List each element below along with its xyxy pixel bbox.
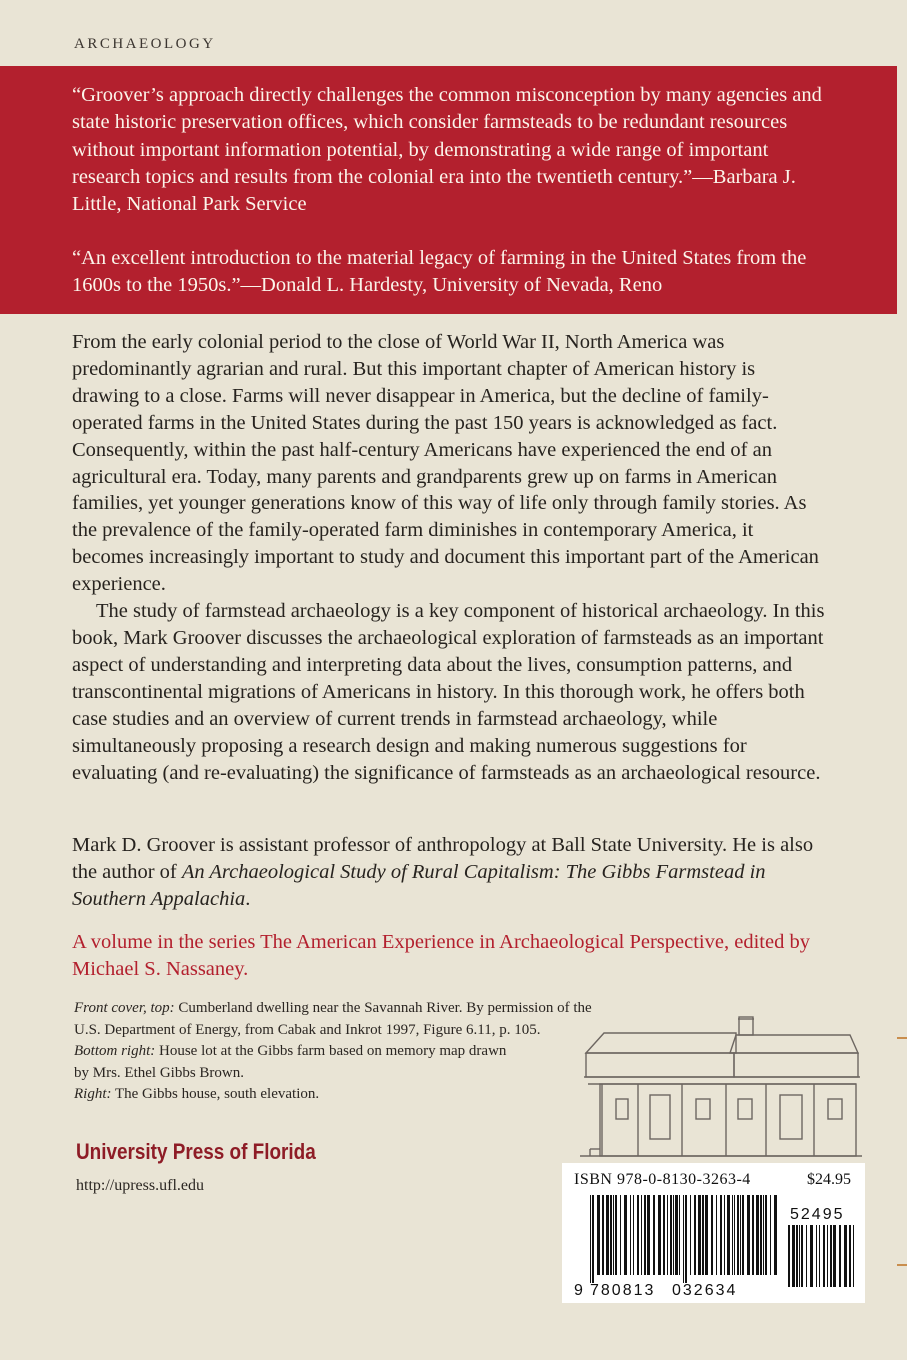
barcode-bar [705, 1195, 708, 1275]
barcode-bar [799, 1225, 800, 1287]
barcode-bar [702, 1195, 704, 1275]
price: $24.95 [807, 1171, 851, 1188]
barcode-bar [698, 1195, 701, 1275]
barcode-bar [853, 1225, 854, 1287]
barcode-bar [788, 1225, 790, 1287]
barcode-bar [727, 1195, 730, 1275]
barcode-bar [796, 1225, 798, 1287]
barcode-bar [765, 1195, 767, 1275]
book-description [72, 329, 827, 786]
credit-line: U.S. Department of Energy, from Cabak and Inkrot 1997, Figure 6.11, p. 105. [74, 1021, 541, 1038]
barcode-bar [756, 1195, 759, 1275]
barcode-bar [763, 1195, 764, 1275]
barcode-bar [644, 1195, 646, 1275]
barcode-bar [770, 1195, 771, 1275]
barcode-bar [819, 1225, 820, 1287]
barcode-bar [792, 1225, 795, 1287]
barcode-bar [613, 1195, 614, 1275]
credit-text: The Gibbs house, south elevation. [111, 1086, 320, 1102]
barcode-bar [675, 1195, 678, 1275]
category-label: ARCHAEOLOGY [74, 36, 216, 52]
endorsement-quote-little: “Groover’s approach directly challenges the common misconception by many agencies and state historic preservation offices, which consider farmsteads to be redundant resources without important information potential, by demonstrating a wide range of important research topics and results from the colonial era into the twentieth century.”—Barbara J. Little, National Park Service [72, 84, 822, 216]
barcode-bar [620, 1195, 621, 1275]
trim-mark [897, 1264, 907, 1266]
barcode-bar [637, 1195, 639, 1275]
barcode-bar [647, 1195, 650, 1275]
barcode-bar [833, 1225, 836, 1287]
price-code-digits: 52495 [790, 1206, 845, 1223]
barcode-bar [816, 1225, 817, 1287]
barcode-bar [810, 1225, 813, 1287]
barcode-bar [844, 1225, 847, 1287]
barcode-bar [694, 1195, 696, 1275]
series-note: A volume in the series The American Experience in Archaeological Perspective, edited by Michael S. Nassaney. [72, 931, 810, 980]
credit-label: Bottom right: [74, 1043, 156, 1059]
barcode-bar [747, 1195, 750, 1275]
barcode-bar [597, 1195, 600, 1275]
ean-digits-left: 780813 [590, 1282, 656, 1299]
barcode-bar [633, 1195, 634, 1275]
credit-text: Cumberland dwelling near the Savannah River. By permission of the [174, 1000, 592, 1016]
barcode-bar [685, 1195, 687, 1283]
barcode-bar [592, 1195, 594, 1283]
barcode-bar [653, 1195, 655, 1275]
barcode-bar [690, 1195, 691, 1275]
cover-credits [74, 998, 654, 1106]
credit-line [74, 998, 654, 1020]
barcode-bar [801, 1225, 803, 1287]
barcode-bar [827, 1225, 828, 1287]
barcode-bar [624, 1195, 627, 1275]
endorsement-band [0, 66, 897, 314]
barcode-bar [673, 1195, 674, 1275]
publisher-url[interactable]: http://upress.ufl.edu [76, 1177, 204, 1194]
barcode-bar [716, 1195, 717, 1275]
barcode-bar [742, 1195, 744, 1275]
barcode-bar [610, 1195, 612, 1275]
description-paragraph: From the early colonial period to the close of World War II, North America was predominantly agrarian and rural. But this important chapter of American history is drawing to a close. Farms will never disappear in America, but the decline of family-operated farms in the United States during the past 150 years is acknowledged as fact. Consequently, within the past half-century Americans have experienced the end of an agricultural era. Today, many parents and grandparents grew up on farms in American families, yet younger generations know of this way of life only through family stories. As the prevalence of the family-operated farm diminishes in contemporary America, it becomes increasingly important to study and document this important part of the American experience. [72, 331, 819, 596]
barcode-bar [752, 1195, 754, 1275]
author-bio-text: Mark D. Groover is assistant professor of anthropology at Ball State University. He is also the author of [72, 834, 814, 883]
publisher-name: University Press of Florida [76, 1139, 316, 1164]
barcode-bar [737, 1195, 739, 1275]
barcode-bar [830, 1225, 832, 1287]
price-addon-bars [788, 1225, 854, 1287]
previous-book-title: An Archaeological Study of Rural Capitalism: The Gibbs Farmstead in Southern Appalachia [72, 861, 766, 910]
barcode-bar [806, 1225, 807, 1287]
endorsement-quote-hardesty: “An excellent introduction to the material legacy of farming in the United States from the 1600s to the 1950s.”—Donald L. Hardesty, University of Nevada, Reno [72, 247, 807, 297]
isbn-number: ISBN 978-0-8130-3263-4 [574, 1171, 751, 1188]
barcode-bar [683, 1195, 684, 1283]
credit-line: by Mrs. Ethel Gibbs Brown. [74, 1064, 244, 1081]
barcode-bar [679, 1195, 680, 1275]
credit-label: Front cover, top: [74, 1000, 175, 1016]
credit-label: Right: [74, 1086, 112, 1102]
description-paragraph: The study of farmstead archaeology is a key component of historical archaeology. In this book, Mark Groover discusses the archaeological exploration of farmsteads as an important aspect of understanding and interpreting data about the lives, consumption patterns, and transcontinental migrations of Americans in history. In this thorough work, he offers both case studies and an overview of current trends in farmstead archaeology, while simultaneously proposing a research design and making numerous suggestions for evaluating (and re-evaluating) the significance of farmsteads as an archaeological resource. [72, 600, 825, 784]
credit-text: House lot at the Gibbs farm based on memory map drawn [155, 1043, 507, 1059]
barcode-bar [734, 1195, 735, 1275]
barcode-bar [849, 1225, 851, 1287]
house-elevation-drawing [578, 1013, 863, 1161]
barcode-bar [823, 1225, 825, 1287]
barcode-bar [667, 1195, 668, 1275]
ean-digits-right: 032634 [672, 1282, 738, 1299]
barcode-bar [663, 1195, 665, 1275]
barcode-bar [774, 1195, 777, 1275]
barcode-bar [615, 1195, 617, 1275]
barcode-bar [641, 1195, 642, 1275]
author-bio [72, 832, 832, 913]
barcode-bar [720, 1195, 722, 1275]
ean-barcode-bars [590, 1195, 777, 1283]
barcode-bar [630, 1195, 631, 1275]
isbn-barcode-block [562, 1163, 865, 1303]
ean-digit-first: 9 [574, 1282, 583, 1299]
barcode-bar [724, 1195, 725, 1275]
credit-line [74, 1041, 654, 1063]
credit-line [74, 1084, 654, 1106]
barcode-bar [740, 1195, 741, 1275]
barcode-bar [839, 1225, 841, 1287]
barcode-bar [711, 1195, 713, 1275]
barcode-graphic [562, 1163, 865, 1303]
barcode-bar [606, 1195, 609, 1275]
trim-mark [897, 1037, 907, 1039]
barcode-bar [760, 1195, 762, 1275]
barcode-bar [670, 1195, 672, 1275]
barcode-bar [590, 1195, 591, 1283]
barcode-bar [658, 1195, 661, 1275]
barcode-bar [732, 1195, 733, 1275]
barcode-bar [602, 1195, 604, 1275]
author-bio-end: . [245, 888, 251, 910]
